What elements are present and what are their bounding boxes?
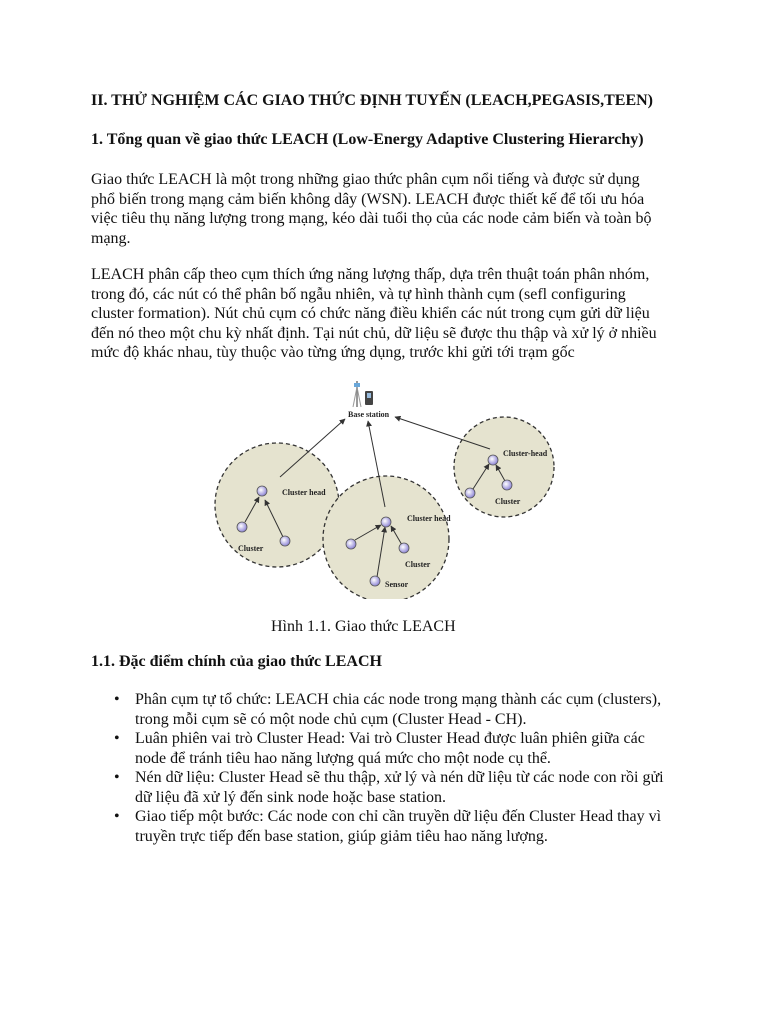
cluster-head-label: Cluster head bbox=[407, 514, 451, 523]
paragraph-line: Giao thức LEACH là một trong những giao thức phân cụm nổi tiếng và được sử dụng bbox=[91, 171, 640, 188]
cluster-head-node bbox=[257, 486, 267, 496]
intro-paragraph bbox=[91, 170, 691, 248]
leach-diagram bbox=[205, 377, 563, 599]
cluster-label: Cluster bbox=[238, 544, 264, 553]
list-item: • Luân phiên vai trò Cluster Head: Vai trò Cluster Head được luân phiên giữa các node để tránh tiêu hao năng lượng quá mức cho một node cụ thể. bbox=[111, 729, 711, 768]
sensor-node bbox=[346, 539, 356, 549]
section-heading: II. THỬ NGHIỆM CÁC GIAO THỨC ĐỊNH TUYẾN (LEACH,PEGASIS,TEEN) bbox=[91, 92, 654, 109]
cluster-label: Cluster bbox=[405, 560, 431, 569]
cluster-head-label: Cluster head bbox=[282, 488, 326, 497]
cluster-label: Cluster bbox=[495, 497, 521, 506]
paragraph-line: mức độ khác nhau, tùy thuộc vào từng ứng dụng, trước khi gửi tới trạm gốc bbox=[91, 344, 575, 361]
list-item: • Giao tiếp một bước: Các node con chỉ cần truyền dữ liệu đến Cluster Head thay vì truyền trực tiếp đến base station, giúp giảm tiêu hao năng lượng. bbox=[111, 807, 711, 846]
sensor-node bbox=[399, 543, 409, 553]
sensor-label: Sensor bbox=[385, 580, 409, 589]
paragraph-line: phổ biến trong mạng cảm biến không dây (WSN). LEACH được thiết kế để tối ưu hóa bbox=[91, 190, 645, 208]
cluster-left bbox=[215, 443, 339, 567]
cluster-head-node bbox=[381, 517, 391, 527]
paragraph-line: đến nó theo một chu kỳ nhất định. Tại nút chủ, dữ liệu sẽ được thu thập và xử lý ở nhiều bbox=[91, 324, 657, 342]
paragraph-line: LEACH phân cấp theo cụm thích ứng năng lượng thấp, dựa trên thuật toán phân nhóm, bbox=[91, 266, 650, 283]
paragraph-line: cluster formation). Nút chủ cụm có chức năng điều khiển các nút trong cụm gửi dữ liệu bbox=[91, 305, 650, 322]
paragraph-line: việc tiêu thụ năng lượng trong mạng, kéo dài tuổi thọ của các node cảm biến và toàn bộ bbox=[91, 210, 652, 227]
sensor-node bbox=[280, 536, 290, 546]
base-station-tower-icon bbox=[353, 381, 373, 407]
features-list bbox=[111, 690, 711, 846]
paragraph-line: mạng. bbox=[91, 229, 131, 247]
leach-overview-heading: 1. Tổng quan về giao thức LEACH (Low-Energy Adaptive Clustering Hierarchy) bbox=[91, 131, 644, 148]
sensor-node bbox=[370, 576, 380, 586]
figure-caption: Hình 1.1. Giao thức LEACH bbox=[271, 618, 456, 635]
list-item: • Nén dữ liệu: Cluster Head sẽ thu thập, xử lý và nén dữ liệu từ các node con rồi gửi dữ liệu đã xử lý đến sink node hoặc base station. bbox=[111, 768, 711, 807]
sensor-node bbox=[465, 488, 475, 498]
paragraph-line: trong đó, các nút có thể phân bố ngẫu nhiên, và tự hình thành cụm (sefl configuring bbox=[91, 285, 626, 303]
hierarchy-paragraph bbox=[91, 265, 691, 363]
cluster-head-label: Cluster-head bbox=[503, 449, 548, 458]
sensor-node bbox=[237, 522, 247, 532]
cluster-head-node bbox=[488, 455, 498, 465]
sensor-node bbox=[502, 480, 512, 490]
features-heading: 1.1. Đặc điểm chính của giao thức LEACH bbox=[91, 653, 382, 670]
base-station-label: Base station bbox=[348, 410, 390, 419]
list-item: • Phân cụm tự tổ chức: LEACH chia các node trong mạng thành các cụm (clusters), trong mỗi cụm sẽ có một node chủ cụm (Cluster Head - CH). bbox=[111, 690, 711, 729]
